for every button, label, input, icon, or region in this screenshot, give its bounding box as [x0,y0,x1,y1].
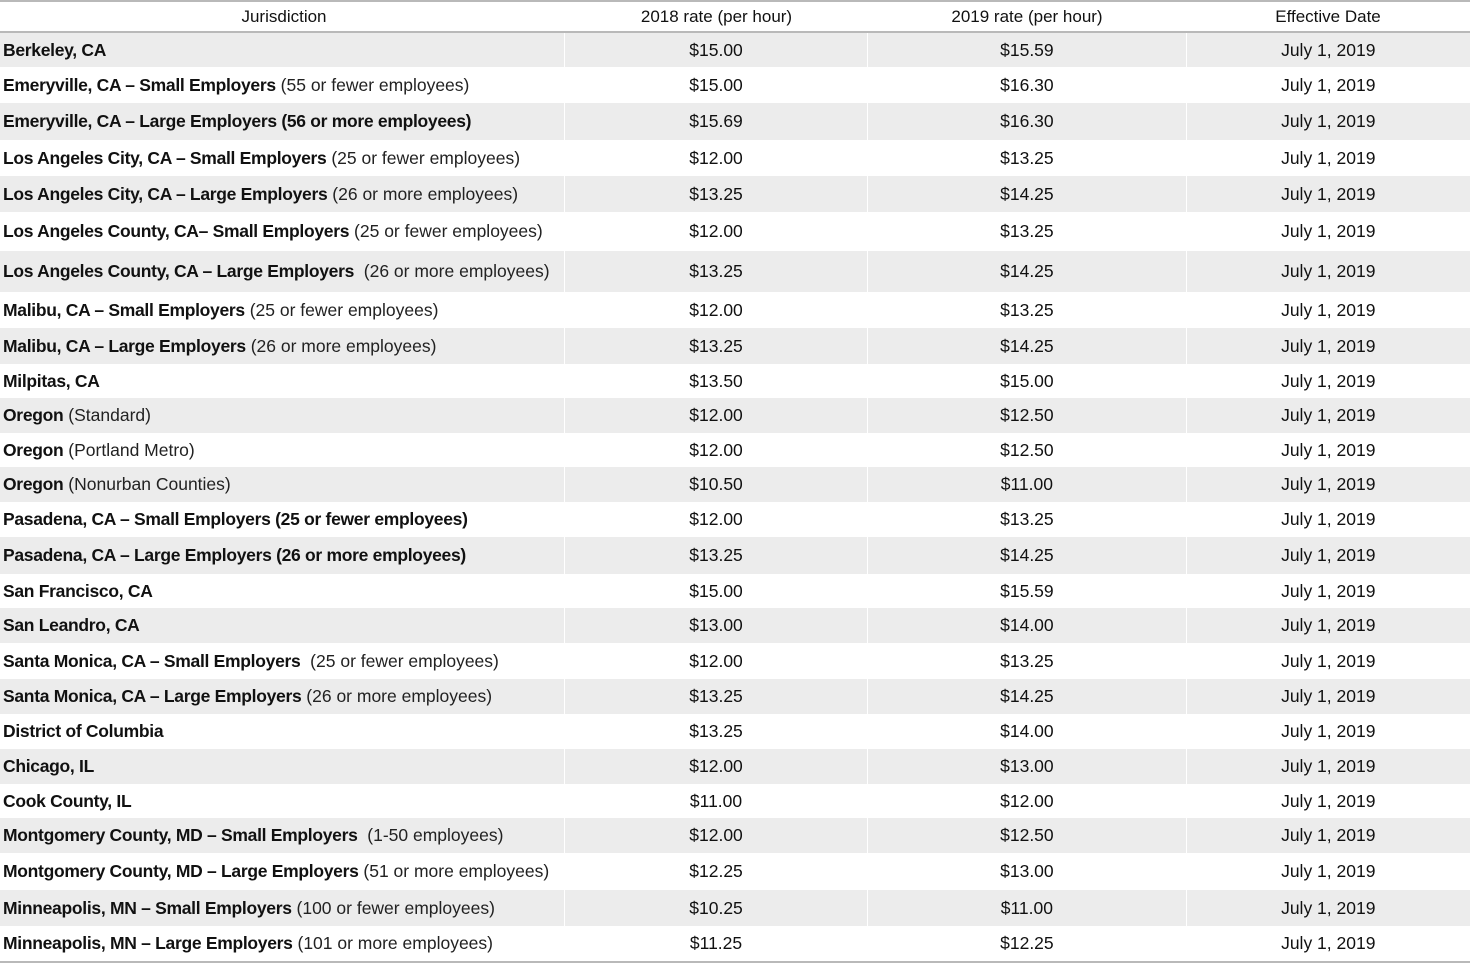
jurisdiction-text [3,615,140,636]
effective-date-cell: July 1, 2019 [1186,818,1470,853]
jurisdiction-text [3,336,436,357]
jurisdiction-name: Minneapolis, MN – Large Employers [3,933,293,953]
table-row [0,364,1470,398]
jurisdiction-text [3,898,495,919]
table-row [0,537,1470,574]
rate-2018-cell: $13.25 [564,714,867,749]
jurisdiction-name: Los Angeles County, CA – Large Employers [3,261,355,281]
jurisdiction-name: Berkeley, CA [3,39,107,60]
rate-2018-cell: $12.00 [564,140,867,176]
rate-2018-cell: $11.00 [564,784,867,818]
rate-2018-cell: $13.25 [564,176,867,212]
rate-2019-cell: $12.50 [867,433,1185,467]
effective-date-cell: July 1, 2019 [1186,714,1470,749]
jurisdiction-cell [0,292,564,328]
effective-date-cell: July 1, 2019 [1186,364,1470,398]
jurisdiction-text [3,440,195,461]
rate-2018-cell: $13.50 [564,364,867,398]
rate-2019-cell: $12.25 [867,926,1185,961]
jurisdiction-name: Malibu, CA – Large Employers [3,335,246,356]
jurisdiction-note: (25 or fewer employees) [244,299,439,320]
rate-2018-cell: $13.25 [564,679,867,714]
header-effective-date: Effective Date [1275,6,1381,26]
table-row [0,328,1470,364]
rate-2019-cell: $12.50 [867,398,1185,433]
jurisdiction-text [3,40,106,61]
effective-date-cell: July 1, 2019 [1186,608,1470,643]
jurisdiction-name: Pasadena, CA – Large Employers (26 or more employees) [3,545,466,565]
jurisdiction-cell [0,433,564,467]
jurisdiction-note: (26 or more employees) [354,261,550,281]
effective-date-cell: July 1, 2019 [1186,784,1470,818]
effective-date-cell: July 1, 2019 [1186,176,1470,212]
rate-2018-cell: $15.69 [564,103,867,140]
rate-2018-cell: $12.00 [564,398,867,433]
table-row [0,140,1470,176]
effective-date-cell: July 1, 2019 [1186,679,1470,714]
jurisdiction-text [3,371,100,392]
jurisdiction-cell [0,212,564,251]
rate-2019-cell: $14.25 [867,176,1185,212]
jurisdiction-name: Minneapolis, MN – Small Employers [3,897,292,918]
jurisdiction-text [3,509,468,530]
jurisdiction-cell [0,140,564,176]
jurisdiction-name: Emeryville, CA – Small Employers [3,74,276,95]
jurisdiction-cell [0,679,564,714]
jurisdiction-name: Chicago, IL [3,756,95,776]
table-row [0,212,1470,251]
jurisdiction-cell [0,251,564,292]
rate-2019-cell: $14.25 [867,328,1185,364]
table-row [0,502,1470,537]
rate-2018-cell: $15.00 [564,67,867,103]
jurisdiction-text [3,545,466,566]
jurisdiction-text [3,184,518,205]
table-row [0,608,1470,643]
jurisdiction-name: Milpitas, CA [3,370,100,391]
jurisdiction-text [3,651,499,672]
table-row [0,853,1470,890]
effective-date-cell: July 1, 2019 [1186,67,1470,103]
jurisdiction-cell [0,853,564,890]
effective-date-cell: July 1, 2019 [1186,574,1470,608]
jurisdiction-name: Santa Monica, CA – Large Employers [3,686,302,706]
jurisdiction-note: (100 or fewer employees) [291,897,495,918]
table-row [0,784,1470,818]
table-row [0,679,1470,714]
jurisdiction-name: Los Angeles City, CA – Large Employers [3,183,328,204]
jurisdiction-cell [0,103,564,140]
jurisdiction-note: (Nonurban Counties) [63,474,231,494]
rate-2019-cell: $12.50 [867,818,1185,853]
table-row [0,176,1470,212]
jurisdiction-cell [0,890,564,926]
jurisdiction-name: Oregon [3,405,64,425]
table-row [0,818,1470,853]
rate-2019-cell: $15.00 [867,364,1185,398]
jurisdiction-name: Montgomery County, MD – Small Employers [3,825,358,845]
jurisdiction-note: (1-50 employees) [357,825,504,845]
jurisdiction-name: Santa Monica, CA – Small Employers [3,650,301,671]
jurisdiction-note: (26 or more employees) [327,183,519,204]
jurisdiction-note: (Portland Metro) [63,439,195,460]
rate-2019-cell: $13.25 [867,140,1185,176]
rate-2019-cell: $13.25 [867,502,1185,537]
jurisdiction-cell [0,714,564,749]
effective-date-cell: July 1, 2019 [1186,537,1470,574]
jurisdiction-note: (26 or more employees) [245,335,437,356]
effective-date-cell: July 1, 2019 [1186,398,1470,433]
rate-2019-cell: $16.30 [867,67,1185,103]
jurisdiction-note: (25 or fewer employees) [326,147,521,168]
jurisdiction-cell [0,467,564,502]
jurisdiction-text [3,686,492,707]
jurisdiction-cell [0,364,564,398]
rate-2018-cell: $12.00 [564,749,867,784]
jurisdiction-cell [0,328,564,364]
jurisdiction-name: Los Angeles City, CA – Small Employers [3,147,327,168]
rate-2018-cell: $12.00 [564,502,867,537]
header-2019-rate: 2019 rate (per hour) [951,6,1103,26]
jurisdiction-name: Emeryville, CA – Large Employers (56 or more employees) [3,111,472,131]
rate-2018-cell: $13.25 [564,537,867,574]
jurisdiction-cell [0,749,564,784]
table-row [0,574,1470,608]
jurisdiction-text [3,148,520,169]
table-row [0,103,1470,140]
jurisdiction-text [3,933,493,954]
rate-2019-cell: $13.00 [867,853,1185,890]
jurisdiction-cell [0,176,564,212]
rate-2018-cell: $12.00 [564,212,867,251]
rate-2018-cell: $12.00 [564,818,867,853]
table-row [0,33,1470,67]
jurisdiction-note: (25 or fewer employees) [349,221,543,241]
jurisdiction-name: San Leandro, CA [3,615,140,635]
jurisdiction-cell [0,502,564,537]
rate-2018-cell: $13.25 [564,328,867,364]
jurisdiction-text [3,791,131,812]
effective-date-cell: July 1, 2019 [1186,251,1470,292]
rate-2018-cell: $12.00 [564,292,867,328]
rate-2019-cell: $11.00 [867,890,1185,926]
jurisdiction-text [3,825,503,846]
jurisdiction-cell [0,608,564,643]
effective-date-cell: July 1, 2019 [1186,502,1470,537]
jurisdiction-name: Pasadena, CA – Small Employers (25 or fewer employees) [3,509,468,529]
jurisdiction-cell [0,33,564,67]
jurisdiction-cell [0,926,564,961]
effective-date-cell: July 1, 2019 [1186,890,1470,926]
table-row [0,467,1470,502]
table-body [0,33,1470,961]
jurisdiction-name: Cook County, IL [3,790,132,811]
jurisdiction-name: Los Angeles County, CA– Small Employers [3,221,350,241]
jurisdiction-cell [0,67,564,103]
jurisdiction-text [3,300,438,321]
effective-date-cell: July 1, 2019 [1186,643,1470,679]
table-row [0,433,1470,467]
effective-date-cell: July 1, 2019 [1186,140,1470,176]
rate-2018-cell: $11.25 [564,926,867,961]
table-row [0,926,1470,961]
jurisdiction-cell [0,818,564,853]
rate-2018-cell: $13.25 [564,251,867,292]
jurisdiction-text [3,756,94,777]
rate-2019-cell: $14.25 [867,537,1185,574]
effective-date-cell: July 1, 2019 [1186,292,1470,328]
table-row [0,890,1470,926]
jurisdiction-name: Montgomery County, MD – Large Employers [3,861,359,881]
effective-date-cell: July 1, 2019 [1186,433,1470,467]
rate-2019-cell: $15.59 [867,33,1185,67]
jurisdiction-note: (Standard) [63,405,151,425]
rate-2019-cell: $13.25 [867,212,1185,251]
jurisdiction-text [3,75,469,96]
effective-date-cell: July 1, 2019 [1186,749,1470,784]
rate-2019-cell: $13.25 [867,292,1185,328]
rate-2019-cell: $14.00 [867,608,1185,643]
jurisdiction-text [3,581,153,602]
jurisdiction-cell [0,574,564,608]
jurisdiction-text [3,474,231,495]
jurisdiction-name: San Francisco, CA [3,580,153,601]
jurisdiction-note: (25 or fewer employees) [300,650,499,671]
jurisdiction-cell [0,537,564,574]
jurisdiction-note: (101 or more employees) [292,933,493,953]
rate-2019-cell: $12.00 [867,784,1185,818]
jurisdiction-cell [0,398,564,433]
rate-2018-cell: $10.25 [564,890,867,926]
rate-2018-cell: $10.50 [564,467,867,502]
header-jurisdiction: Jurisdiction [241,6,327,26]
rate-2019-cell: $11.00 [867,467,1185,502]
table-row [0,251,1470,292]
rate-2019-cell: $14.25 [867,679,1185,714]
effective-date-cell: July 1, 2019 [1186,212,1470,251]
rate-2018-cell: $15.00 [564,574,867,608]
effective-date-cell: July 1, 2019 [1186,926,1470,961]
rate-2018-cell: $15.00 [564,33,867,67]
table-row [0,67,1470,103]
jurisdiction-name: Oregon [3,439,64,460]
table-row [0,292,1470,328]
jurisdiction-cell [0,643,564,679]
rate-2019-cell: $14.25 [867,251,1185,292]
jurisdiction-text [3,261,550,282]
jurisdiction-name: Oregon [3,474,64,494]
jurisdiction-name: District of Columbia [3,721,164,741]
effective-date-cell: July 1, 2019 [1186,33,1470,67]
rate-2019-cell: $13.25 [867,643,1185,679]
jurisdiction-note: (55 or fewer employees) [275,74,470,95]
effective-date-cell: July 1, 2019 [1186,467,1470,502]
jurisdiction-text [3,221,543,242]
rate-2018-cell: $12.00 [564,433,867,467]
effective-date-cell: July 1, 2019 [1186,853,1470,890]
effective-date-cell: July 1, 2019 [1186,103,1470,140]
jurisdiction-note: (51 or more employees) [358,861,550,881]
rate-2019-cell: $15.59 [867,574,1185,608]
table-header [0,2,1470,33]
jurisdiction-text [3,861,549,882]
rate-2019-cell: $16.30 [867,103,1185,140]
jurisdiction-text [3,721,163,742]
table-row [0,749,1470,784]
jurisdiction-note: (26 or more employees) [301,686,493,706]
rate-2018-cell: $12.00 [564,643,867,679]
table-row [0,643,1470,679]
table-row [0,714,1470,749]
jurisdiction-cell [0,784,564,818]
jurisdiction-text [3,405,151,426]
rate-2019-cell: $13.00 [867,749,1185,784]
rate-2018-cell: $13.00 [564,608,867,643]
jurisdiction-name: Malibu, CA – Small Employers [3,299,245,320]
rate-2018-cell: $12.25 [564,853,867,890]
jurisdiction-text [3,111,471,132]
effective-date-cell: July 1, 2019 [1186,328,1470,364]
rate-2019-cell: $14.00 [867,714,1185,749]
header-2018-rate: 2018 rate (per hour) [640,6,793,26]
table-row [0,398,1470,433]
